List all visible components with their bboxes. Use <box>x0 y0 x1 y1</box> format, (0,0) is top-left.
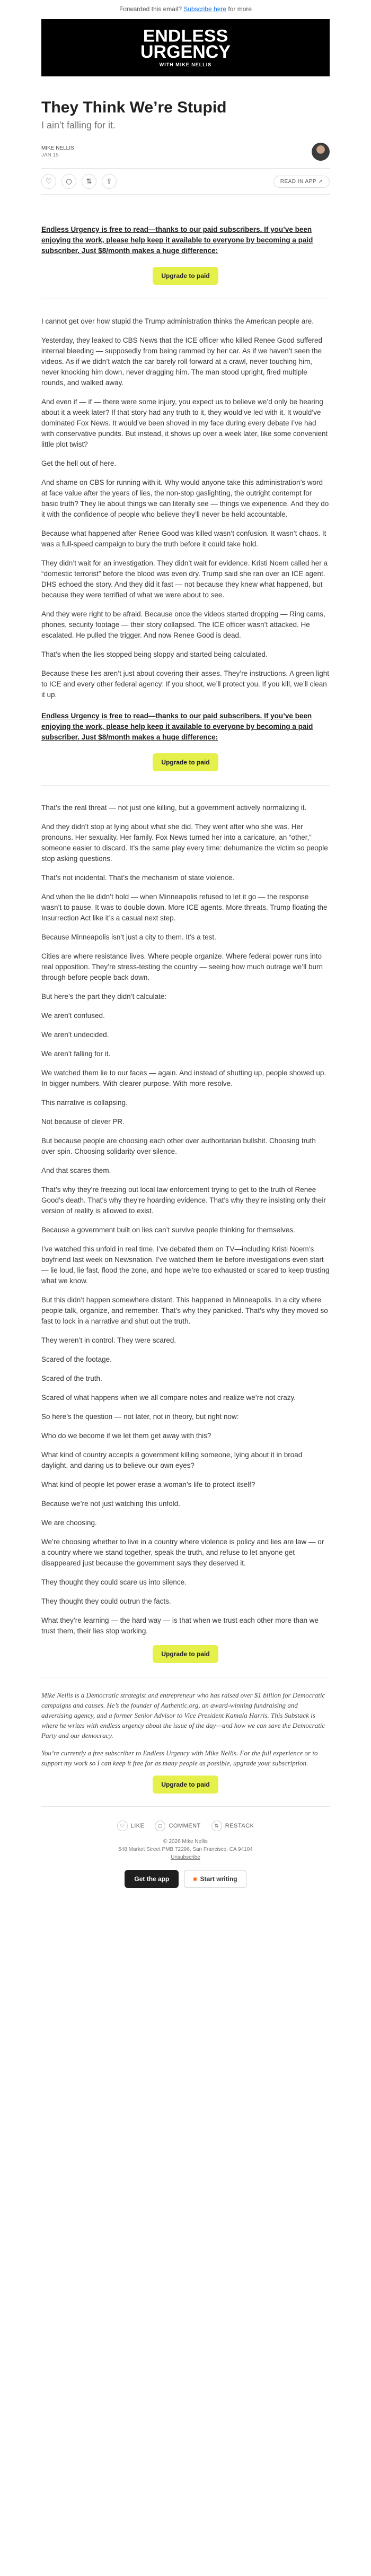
paragraph: And that scares them. <box>41 1167 111 1174</box>
bio-paragraph: Mike Nellis is a Democratic strategist and entrepreneur who has raised over $1 billion for Democratic campaigns and causes. He’s the founder of Authentic.org, an award-winning fundraising and advertising agency, and a former Senior Advisor to Vice President Kamala Harris. This Substack is where he writes with endless urgency about the issue of the day—and how we can save the Democratic Party and our democracy. <box>41 1691 325 1739</box>
banner-line-3: WITH MIKE NELLIS <box>159 62 212 67</box>
heart-icon[interactable]: ♡ <box>41 174 56 189</box>
paragraph: I’ve watched this unfold in real time. I’ve debated them on TV—including Kristi Noem’s boyfriend last week on Newsnation. I’ve watched them lie before investigations even start — lie loud, lie fast, flood the zone, and hope we’re too exhausted or scared to keep trusting what we know. <box>41 1245 330 1285</box>
start-writing-label: Start writing <box>200 1875 237 1883</box>
upgrade-button[interactable]: Upgrade to paid <box>153 1776 218 1794</box>
promo-text[interactable]: Endless Urgency is free to read—thanks to our paid subscribers. If you’ve been enjoying the work, please help keep it available to everyone by becoming a paid subscriber. Just $8/month makes a huge difference: <box>41 225 313 255</box>
restack-button[interactable] <box>211 1821 254 1831</box>
publication-banner[interactable] <box>41 19 330 76</box>
paragraph: What kind of people let power erase a woman’s life to protect itself? <box>41 1481 255 1489</box>
action-icons <box>41 174 117 189</box>
restack-icon: ⇅ <box>211 1821 222 1831</box>
paragraph: What kind of country accepts a government killing someone, lying about it in broad daylight, and daring us to believe our own eyes? <box>41 1451 303 1469</box>
start-writing-button[interactable] <box>184 1870 246 1888</box>
address: 548 Market Street PMB 72296, San Francisco, CA 94104 <box>118 1847 253 1852</box>
paragraph: They thought they could outrun the facts. <box>41 1597 171 1605</box>
paragraph: They didn’t wait for an investigation. They didn’t wait for evidence. Kristi Noem called her a “domestic terrorist” before the blood was even dry. Trump said she ran over an ICE agent. DHS echoed the story. And they did it fast — not because they knew what happened, but because they were terrified of what we were about to see. <box>41 559 328 599</box>
restack-icon[interactable]: ⇅ <box>82 174 96 189</box>
paragraph: We are choosing. <box>41 1519 97 1527</box>
paragraph: We’re choosing whether to live in a country where violence is policy and lies are law — or a country where we stand together, speak the truth, and refuse to let anyone get disappeared just because the government says they deserved it. <box>41 1538 324 1567</box>
comment-button[interactable] <box>155 1821 200 1831</box>
paragraph: We aren’t undecided. <box>41 1031 109 1039</box>
share-icon[interactable]: ⇪ <box>102 174 117 189</box>
post-subtitle: I ain’t falling for it. <box>41 120 116 130</box>
substack-icon: ■ <box>193 1875 197 1883</box>
post-title[interactable]: They Think We’re Stupid <box>41 99 227 116</box>
paragraph: We aren’t confused. <box>41 1012 105 1020</box>
paragraph: That’s not incidental. That’s the mechanism of state violence. <box>41 874 234 882</box>
paragraph: Who do we become if we let them get away with this? <box>41 1432 211 1440</box>
paragraph: That’s when the lies stopped being sloppy and started being calculated. <box>41 650 268 658</box>
paragraph: They weren’t in control. They were scared. <box>41 1336 176 1344</box>
restack-label: RESTACK <box>225 1823 254 1829</box>
forward-suffix: for more <box>226 5 252 13</box>
paragraph: Scared of the footage. <box>41 1355 112 1363</box>
promo-block-2 <box>41 711 330 786</box>
footer-buttons <box>41 1870 330 1888</box>
paragraph: And shame on CBS for running with it. Why would anyone take this administration’s word at face value after the years of lies, the non-stop gaslighting, the outright contempt for basic truth? They lie about things we can literally see — things we experience. And they do it with the confidence of people who believe they’ll never be held accountable. <box>41 478 329 518</box>
heart-icon: ♡ <box>117 1821 128 1831</box>
paragraph: Not because of clever PR. <box>41 1118 125 1126</box>
get-app-button[interactable]: Get the app <box>125 1870 179 1888</box>
paragraph: But here’s the part they didn’t calculate: <box>41 993 167 1000</box>
paragraph: Because what happened after Renee Good was killed wasn’t confusion. It wasn’t chaos. It was a full-speed campaign to bury the truth before it could take hold. <box>41 529 326 548</box>
post-actions-bar <box>41 168 330 195</box>
subscribe-link[interactable]: Subscribe here <box>183 5 227 13</box>
paragraph: And they didn’t stop at lying about what she did. They went after who she was. Her pronouns. Her sexuality. Her family. Fox News turned her into a caricature, an “other,” someone easier to discard. It’s the same play every time: dehumanize the victim so people stop asking questions. <box>41 823 328 863</box>
author-bio <box>41 1677 330 1807</box>
paragraph: What they’re learning — the hard way — is that when we trust each other more than we trust them, their lies stop working. <box>41 1616 319 1635</box>
banner-logo <box>41 19 330 76</box>
paragraph: They thought they could scare us into silence. <box>41 1578 187 1586</box>
promo-text[interactable]: Endless Urgency is free to read—thanks to our paid subscribers. If you’ve been enjoying the work, please help keep it available to everyone by becoming a paid subscriber. Just $8/month makes a huge difference: <box>41 712 313 741</box>
paragraph: We watched them lie to our faces — again. And instead of shutting up, people showed up. In bigger numbers. With clearer purpose. With more resolve. <box>41 1069 326 1087</box>
paragraph: This narrative is collapsing. <box>41 1099 128 1107</box>
footer-actions <box>41 1821 330 1831</box>
paragraph: That’s the real threat — not just one killing, but a government actively normalizing it. <box>41 804 307 812</box>
upgrade-button[interactable]: Upgrade to paid <box>153 267 218 285</box>
unsubscribe-link[interactable]: Unsubscribe <box>171 1855 200 1860</box>
banner-line-2: URGENCY <box>140 42 231 62</box>
byline <box>41 143 330 161</box>
paragraph: But this didn’t happen somewhere distant. This happened in Minneapolis. In a city where people talk, organize, and remember. That’s why they panicked. That’s why they moved so fast to lock in a narrative and shut out the truth. <box>41 1296 328 1325</box>
paragraph: Because a government built on lies can’t survive people thinking for themselves. <box>41 1226 295 1234</box>
read-in-app-button[interactable]: READ IN APP ↗ <box>273 176 330 188</box>
paragraph: Because Minneapolis isn’t just a city to them. It’s a test. <box>41 933 216 941</box>
paragraph: Scared of the truth. <box>41 1374 102 1382</box>
paragraph: And they were right to be afraid. Because once the videos started dropping — Ring cams, phones, security footage — their story collapsed. The ICE officer wasn’t attacked. He escalated. He pulled the trigger. And now Renee Good is dead. <box>41 610 325 639</box>
paragraph: Yesterday, they leaked to CBS News that the ICE officer who killed Renee Good suffered internal bleeding — supposedly from being rammed by her car. As if we haven’t seen the videos. As if we didn’t watch the car barely roll forward at a crawl, never touching him, never knocking him down, never dragging him. The man stood upright, fired multiple rounds, and walked away. <box>41 336 323 387</box>
banner-line-1: ENDLESS <box>143 26 228 46</box>
paragraph: We aren’t falling for it. <box>41 1050 111 1058</box>
copyright: © 2026 Mike Nellis <box>163 1839 208 1844</box>
paragraph: And when the lie didn’t hold — when Minneapolis refused to let it go — the response wasn’t to pause. It was to double down. More ICE agents. More threats. Trump floating the Insurrection Act like it’s a casual next step. <box>41 893 328 922</box>
paragraph: And even if — if — there were some injury, you expect us to believe we’d only be hearing about it a week later? If that story had any truth to it, they would’ve led with it. It would’ve dominated Fox News. It would’ve been shoved in my face during every debate I’ve had with conservative pundits. But instead, it shows up over a week later, like some convenient little plot twist? <box>41 398 328 448</box>
upgrade-button[interactable]: Upgrade to paid <box>153 753 218 771</box>
post-date: JAN 15 <box>41 152 59 158</box>
footer-info <box>41 1838 330 1861</box>
upgrade-button[interactable]: Upgrade to paid <box>153 1645 218 1663</box>
like-label: LIKE <box>130 1823 145 1829</box>
paragraph: Scared of what happens when we all compare notes and realize we’re not crazy. <box>41 1394 296 1402</box>
subscriber-note[interactable]: You’re currently a free subscriber to Endless Urgency with Mike Nellis. For the full experience or to support my work so I can keep it free for as many people as possible, upgrade your subscription. <box>41 1749 318 1767</box>
article-body-part-2 <box>41 803 330 1663</box>
post-content <box>41 99 330 1888</box>
paragraph: Get the hell out of here. <box>41 459 117 467</box>
article-body-part-1 <box>41 316 330 700</box>
paragraph: So here’s the question — not later, not in theory, but right now: <box>41 1413 239 1421</box>
author-name[interactable]: MIKE NELLIS <box>41 145 74 151</box>
comment-icon[interactable]: ○ <box>61 174 76 189</box>
paragraph: Cities are where resistance lives. Where people organize. Where federal power runs into real opposition. They’re stress-testing the country — seeing how much outrage we’ll burn through before people back down. <box>41 952 323 981</box>
promo-block-1 <box>41 224 330 299</box>
like-button[interactable] <box>117 1821 145 1831</box>
avatar[interactable] <box>312 143 330 161</box>
author-info <box>41 145 74 158</box>
paragraph: But because people are choosing each other over authoritarian bullshit. Choosing truth over spin. Choosing solidarity over silence. <box>41 1137 316 1155</box>
comment-icon: ○ <box>155 1821 165 1831</box>
paragraph: That’s why they’re freezing out local law enforcement trying to get to the truth of Renee Good’s death. That’s why they’re hoarding evidence. That’s why they’re insisting only their version of reality is allowed to exist. <box>41 1186 326 1215</box>
comment-label: COMMENT <box>169 1823 201 1829</box>
paragraph: Because these lies aren’t just about covering their asses. They’re instructions. A green light to ICE and every other federal agency: If you shoot, we’ll protect you. If you kill, we’ll clean it up. <box>41 669 330 699</box>
forward-notice <box>0 0 371 15</box>
forward-prefix: Forwarded this email? <box>119 5 184 13</box>
paragraph: I cannot get over how stupid the Trump administration thinks the American people are. <box>41 317 314 325</box>
paragraph: Because we’re not just watching this unfold. <box>41 1500 180 1508</box>
